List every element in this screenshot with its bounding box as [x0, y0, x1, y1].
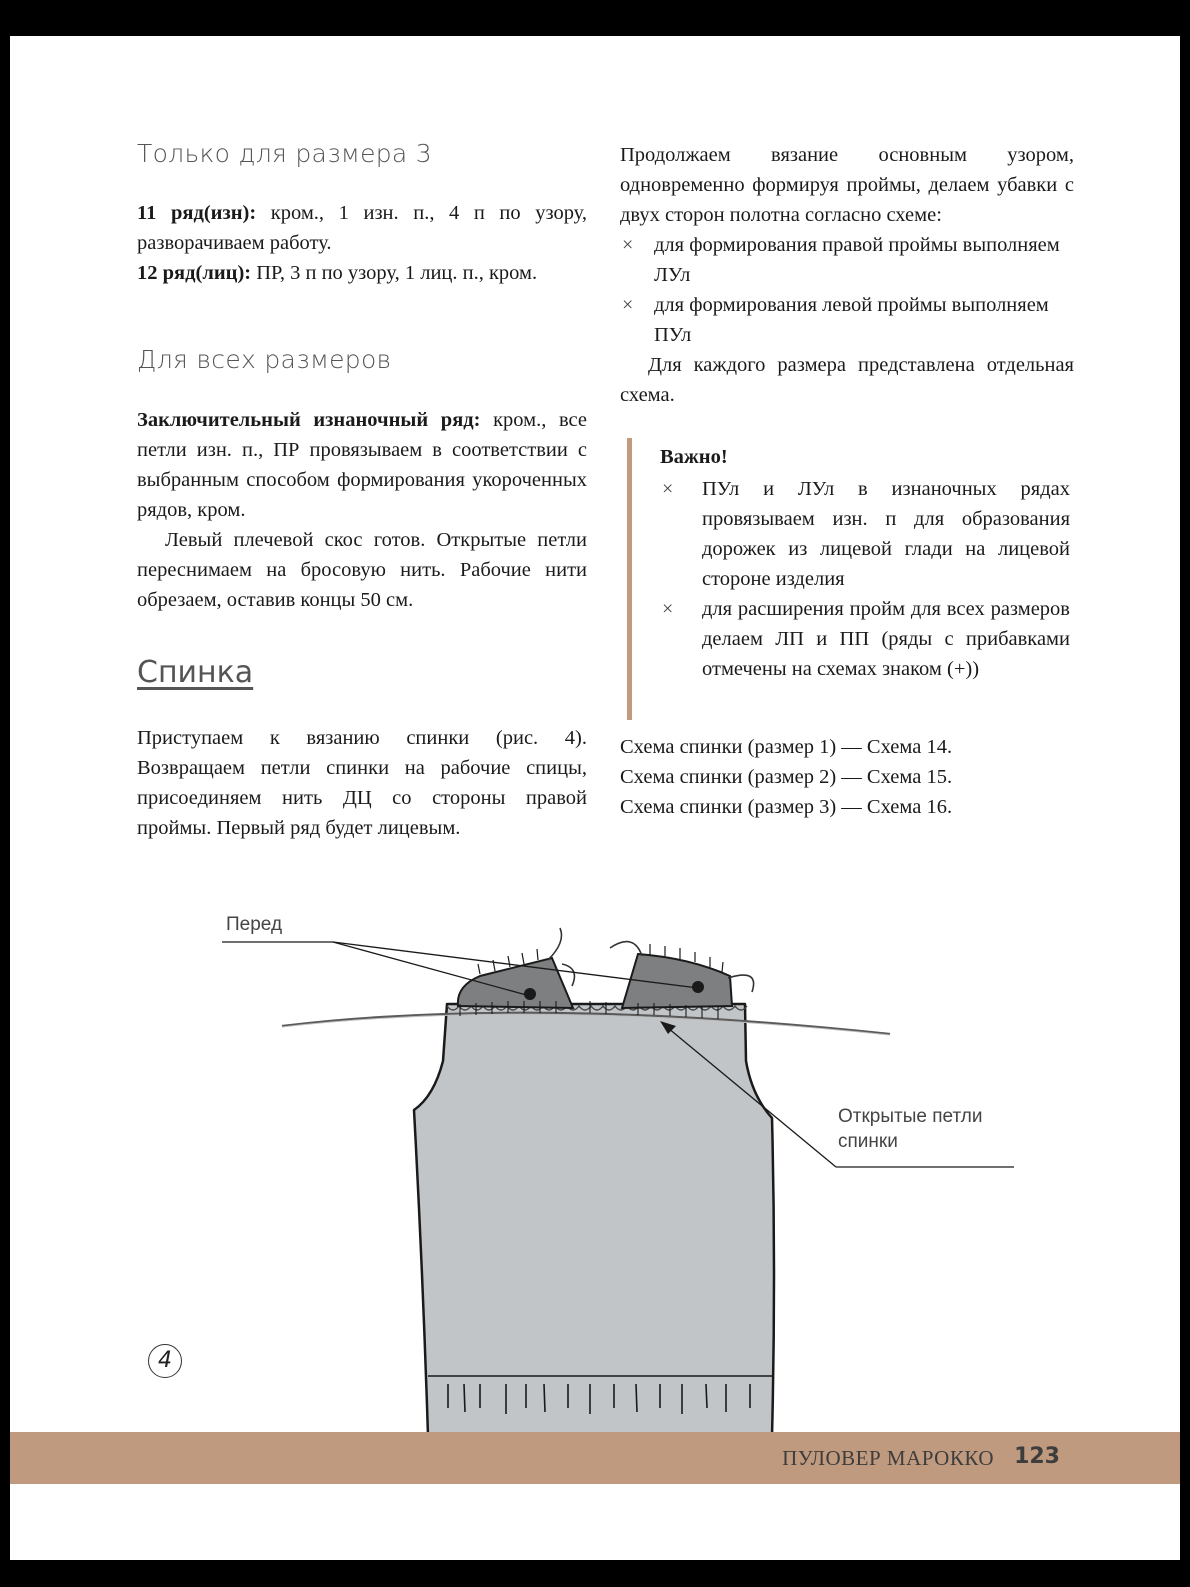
all-sizes-heading: Для всех размеров: [137, 345, 392, 374]
armhole-list: [620, 230, 1074, 350]
back-heading: Спинка: [137, 655, 254, 690]
list-item: × для формирования правой проймы выполняем ЛУл: [620, 230, 1074, 290]
footer-title: ПУЛОВЕР МАРОККО: [782, 1446, 994, 1470]
important-list: [660, 474, 1070, 684]
front-marker-dot: [524, 988, 536, 1000]
sweater-back-illustration: [10, 856, 1180, 1436]
row12-text: ПР, 3 п по узору, 1 лиц. п., кром.: [251, 262, 538, 284]
intro-paragraph: Продолжаем вязание основным узором, одновременно формируя проймы, делаем убавки с двух сторон полотна согласно схеме:: [620, 144, 1074, 226]
shoulder-paragraph: Левый плечевой скос готов. Открытые петли переснимаем на бросовую нить. Рабочие нити обрезаем, оставив концы 50 см.: [137, 529, 587, 611]
scheme-line: Схема спинки (размер 3) — Схема 16.: [620, 796, 953, 818]
page-footer: [10, 1432, 1180, 1484]
front-label: Перед: [226, 914, 283, 935]
important-note: [627, 438, 1082, 720]
important-title: Важно!: [660, 446, 728, 468]
scheme-line: Схема спинки (размер 2) — Схема 15.: [620, 766, 953, 788]
final-row-label: Заключительный изнаночный ряд:: [137, 409, 481, 431]
page-number: 123: [1014, 1444, 1060, 1469]
open-loops-label-line1: Открытые петли: [838, 1106, 983, 1127]
back-body: [414, 1004, 774, 1436]
open-loops-label-line2: спинки: [838, 1131, 898, 1152]
list-item: × для формирования левой проймы выполняем ПУл: [620, 290, 1074, 350]
size3-heading: Только для размера 3: [137, 139, 433, 168]
left-column: [137, 136, 587, 843]
final-row-paragraph: [137, 405, 587, 525]
back-figure: [10, 856, 1180, 1436]
size-note-paragraph: Для каждого размера представлена отдельная схема.: [620, 354, 1074, 406]
front-marker-dot: [692, 981, 704, 993]
schemes-list: [620, 732, 1074, 822]
row11-label: 11 ряд(изн):: [137, 202, 257, 224]
scheme-line: Схема спинки (размер 1) — Схема 14.: [620, 736, 953, 758]
right-column: [620, 140, 1074, 410]
row11-text: кром., 1 изн. п., 4 п по узору, разворачиваем работу.: [137, 202, 588, 254]
list-item: × ПУл и ЛУл в изнаночных рядах провязываем изн. п для образования дорожек из лицевой глади на лицевой стороне изделия: [660, 474, 1070, 594]
row12-paragraph: [137, 258, 587, 288]
list-item: × для расширения пройм для всех размеров делаем ЛП и ПП (ряды с прибавками отмечены на схемах знаком (+)): [660, 594, 1070, 684]
back-paragraph: Приступаем к вязанию спинки (рис. 4). Возвращаем петли спинки на рабочие спицы, присоединяем нить ДЦ со стороны правой проймы. Первый ряд будет лицевым.: [137, 727, 587, 839]
row11-paragraph: [137, 198, 587, 258]
row12-label: 12 ряд(лиц):: [137, 262, 252, 284]
final-row-text: кром., все петли изн. п., ПР провязываем в соответствии с выбранным способом формирования укороченных рядов, кром.: [137, 409, 587, 521]
figure-number-badge: 4: [148, 1344, 182, 1378]
book-page: [10, 36, 1180, 1560]
